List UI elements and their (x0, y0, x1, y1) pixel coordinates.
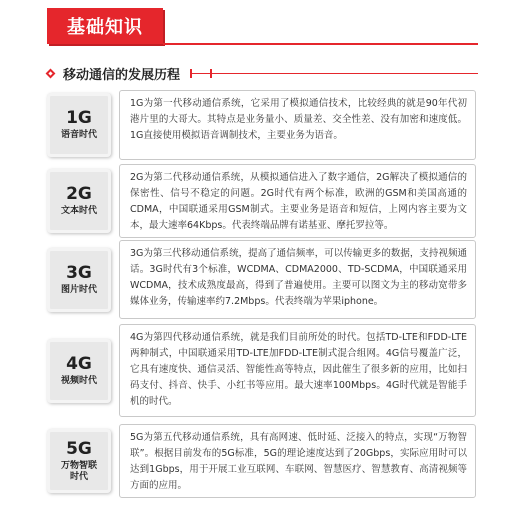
generation-description: 5G为第五代移动通信系统，具有高网速、低时延、泛接入的特点，实现“万物智联”。根据目前发布的5G标准，5G的理论速度达到了20Gbps，实际应用时可以达到1Gbps，用于开展工业互联网、车联网、智慧医疗、智慧教育、高清视频等方面的应用。 (119, 424, 476, 498)
generation-name: 2G (66, 184, 92, 204)
section-divider (190, 73, 478, 74)
generation-badge (47, 169, 111, 233)
section-title: 移动通信的发展历程 (63, 67, 181, 83)
generation-badge (47, 93, 111, 157)
generation-label: 视频时代 (60, 376, 97, 386)
generation-description: 2G为第二代移动通信系统，从模拟通信进入了数字通信，2G解决了模拟通信的保密性、信号不稳定的问题。2G时代有两个标准，欧洲的GSM和美国高通的CDMA，中国联通采用GSM制式。主要业务是语音和短信，上网内容主要为文本，最大速率64Kbps。代表终端品牌有诺基亚、摩托罗拉等。 (119, 164, 476, 238)
generation-badge (47, 339, 111, 403)
generation-badge (47, 248, 111, 312)
generation-label: 万物智联时代 (60, 460, 97, 482)
generation-2g (47, 164, 478, 240)
section-divider-ornament (190, 69, 212, 78)
generation-4g (47, 324, 478, 418)
generation-name: 1G (66, 108, 92, 128)
generation-label: 语音时代 (60, 130, 97, 140)
generation-badge (47, 429, 111, 493)
header-divider (163, 43, 478, 45)
diamond-icon (46, 68, 56, 78)
generation-3g (47, 240, 478, 320)
generation-description: 1G为第一代移动通信系统，它采用了模拟通信技术，比较经典的就是90年代初港片里的大哥大。其特点是业务量小、质量差、交全性差、没有加密和速度低。1G直接使用模拟语音调制技术，主要业务为语音。 (119, 90, 476, 160)
generation-5g (47, 424, 478, 504)
generation-label: 图片时代 (60, 285, 97, 295)
generation-1g (47, 90, 478, 162)
page-title: 基础知识 (47, 8, 163, 44)
generation-description: 3G为第三代移动通信系统，提高了通信频率，可以传输更多的数据，支持视频通话。3G时代有3个标准，WCDMA、CDMA2000、TD-SCDMA，中国联通采用WCDMA，技术成熟度最高，得到了普遍使用。主要可以图文为主的移动宽带多媒体业务，传输速率约7.2Mbps。代表终端为苹果iphone。 (119, 240, 476, 319)
generation-description: 4G为第四代移动通信系统，就是我们目前所处的时代。包括TD-LTE和FDD-LTE两种制式，中国联通采用TD-LTE加FDD-LTE制式混合组网。4G信号覆盖广泛，它具有速度快、通信灵活、智能性高等特点，因此催生了很多新的应用，比如扫码支付、抖音、快手、小红书等应用。最大速率100Mbps。4G时代就是智能手机的时代。 (119, 324, 476, 417)
generation-name: 3G (66, 263, 92, 283)
generation-label: 文本时代 (60, 206, 97, 216)
generation-name: 4G (66, 354, 92, 374)
section-title-row (47, 62, 180, 84)
generation-name: 5G (66, 438, 92, 459)
